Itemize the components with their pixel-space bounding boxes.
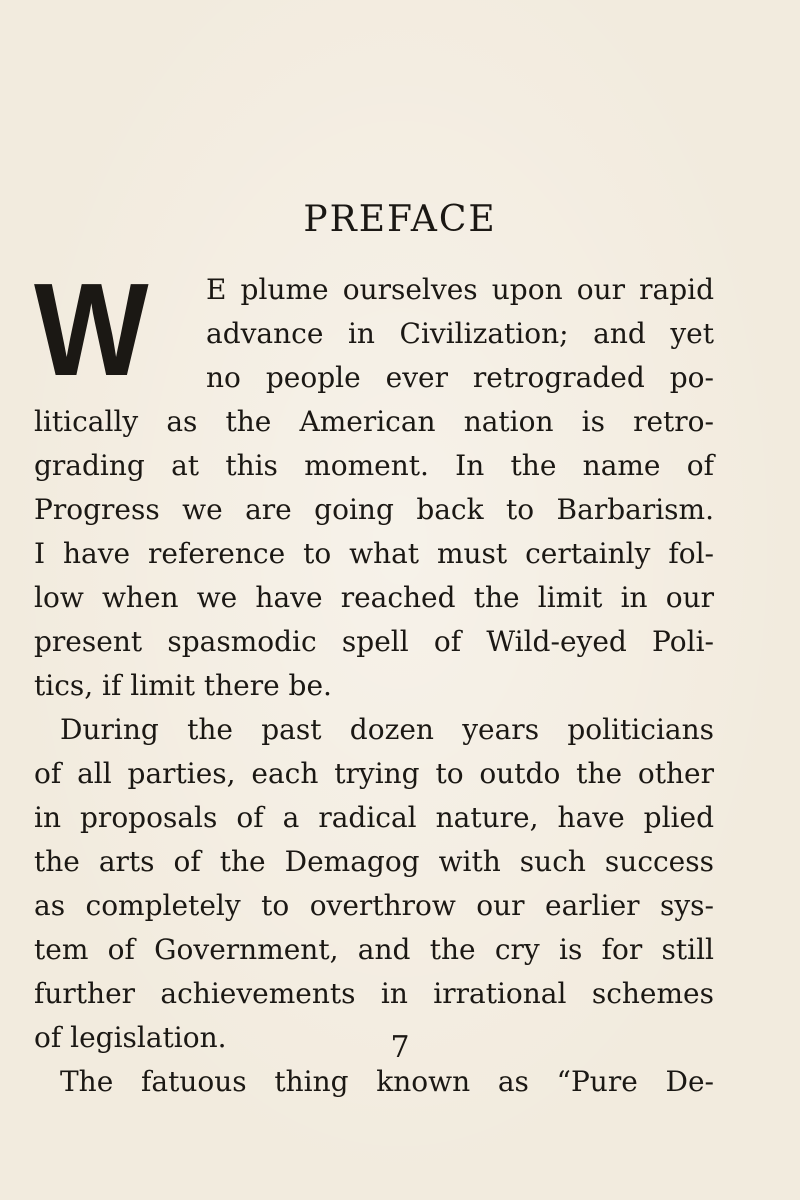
text-line: I have reference to what must certainly fol- [34, 537, 714, 570]
text-line: litically as the American nation is retro- [34, 405, 714, 438]
body-text [34, 256, 714, 1104]
text-line: of all parties, each trying to outdo the other [34, 757, 714, 790]
text-line: low when we have reached the limit in our [34, 581, 714, 614]
page-number: 7 [390, 1030, 410, 1065]
opening-paragraph [34, 256, 714, 403]
text-line: the arts of the Demagog with such success [34, 845, 714, 878]
text-line: further achievements in irrational schemes [34, 977, 714, 1010]
text-line: of legislation. [34, 1021, 227, 1054]
text-line: advance in Civilization; and yet [206, 317, 714, 350]
text-line: E plume ourselves upon our rapid [206, 273, 714, 306]
paragraph-1-continuation [34, 400, 714, 708]
text-line: no people ever retrograded po- [206, 361, 714, 394]
paragraph-2 [34, 708, 714, 1060]
text-line: During the past dozen years politicians [60, 713, 714, 746]
text-line: grading at this moment. In the name of [34, 449, 714, 482]
text-line: present spasmodic spell of Wild-eyed Poli- [34, 625, 714, 658]
text-line: in proposals of a radical nature, have plied [34, 801, 714, 834]
text-line: The fatuous thing known as “Pure De- [60, 1065, 714, 1098]
text-line: as completely to overthrow our earlier sys- [34, 889, 714, 922]
text-line: tem of Government, and the cry is for still [34, 933, 714, 966]
page-title: PREFACE [303, 199, 497, 240]
text-line: tics, if limit there be. [34, 669, 332, 702]
text-line: Progress we are going back to Barbarism. [34, 493, 714, 526]
drop-cap: W [34, 256, 149, 403]
